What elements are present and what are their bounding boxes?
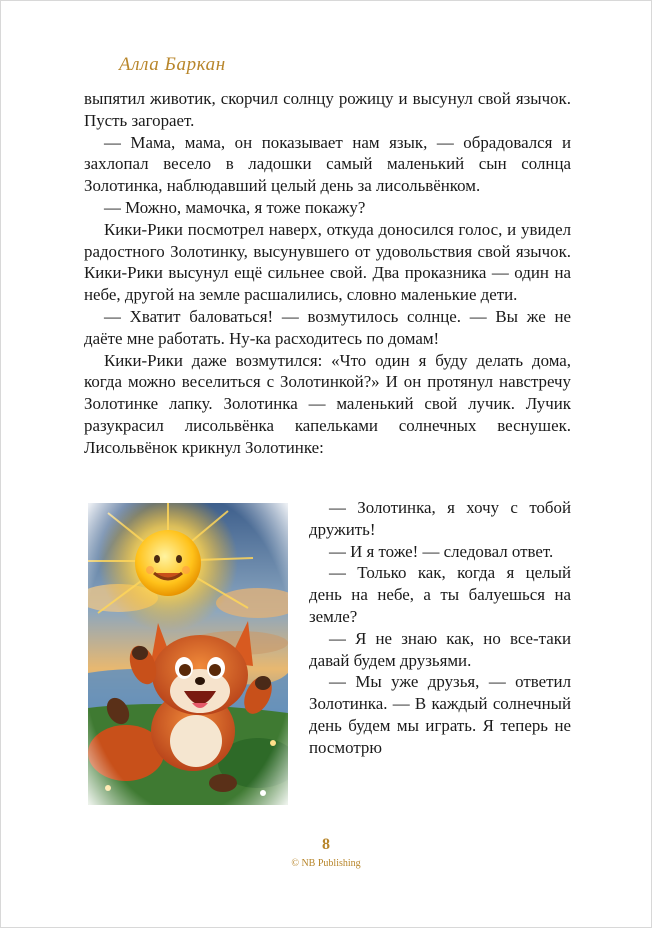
side-paragraph-5: — Мы уже друзья, — ответил Золотинка. — В каждый солнечный день будем мы играть. Я теперь не посмотрю xyxy=(309,672,571,757)
illustration-svg xyxy=(88,503,288,805)
side-paragraph-4: — Я не знаю как, но все-таки давай будем друзьями. xyxy=(309,628,571,670)
side-paragraph-1: — Золотинка, я хочу с тобой дружить! xyxy=(309,498,571,539)
paragraph-2: — Мама, мама, он показывает нам язык, — обрадовался и захлопал весело в ладошки самый маленький сын солнца Золотинка, наблюдавший целый день за лисольвёнком. xyxy=(84,132,571,196)
main-text xyxy=(84,88,571,459)
paragraph-4: Кики-Рики посмотрел наверх, откуда доносился голос, и увидел радостного Золотинку, высунувшего от удовольствия свой язычок. Кики-Рики высунул ещё сильнее свой. Два проказника — один на небе, другой на земле расшалились, словно маленькие дети. xyxy=(84,219,571,305)
page-number: 8 xyxy=(322,836,330,853)
paragraph-6: Кики-Рики даже возмутился: «Что один я буду делать дома, когда можно веселиться с Золотинкой?» И он протянул навстречу Золотинке лапку. Золотинка — маленький свой лучик. Лучик разукрасил лисольвёнка капельками солнечных веснушек. Лисольвёнок крикнул Золотинке: xyxy=(84,350,571,457)
paragraph-5: — Хватит баловаться! — возмутилось солнце. — Вы же не даёте мне работать. Ну-ка расходитесь по домам! xyxy=(84,306,571,348)
paragraph-3: — Можно, мамочка, я тоже покажу? xyxy=(104,197,366,217)
publisher-credit: © NB Publishing xyxy=(291,858,361,869)
side-text xyxy=(309,497,571,759)
side-paragraph-3: — Только как, когда я целый день на небе, а ты балуешься на земле? xyxy=(309,563,571,626)
paragraph-1: выпятил животик, скорчил солнцу рожицу и высунул свой язычок. Пусть загорает. xyxy=(84,89,571,130)
side-paragraph-2: — И я тоже! — следовал ответ. xyxy=(329,541,554,561)
running-header-author: Алла Баркан xyxy=(119,54,226,75)
illustration-sun-and-fox xyxy=(88,503,288,805)
